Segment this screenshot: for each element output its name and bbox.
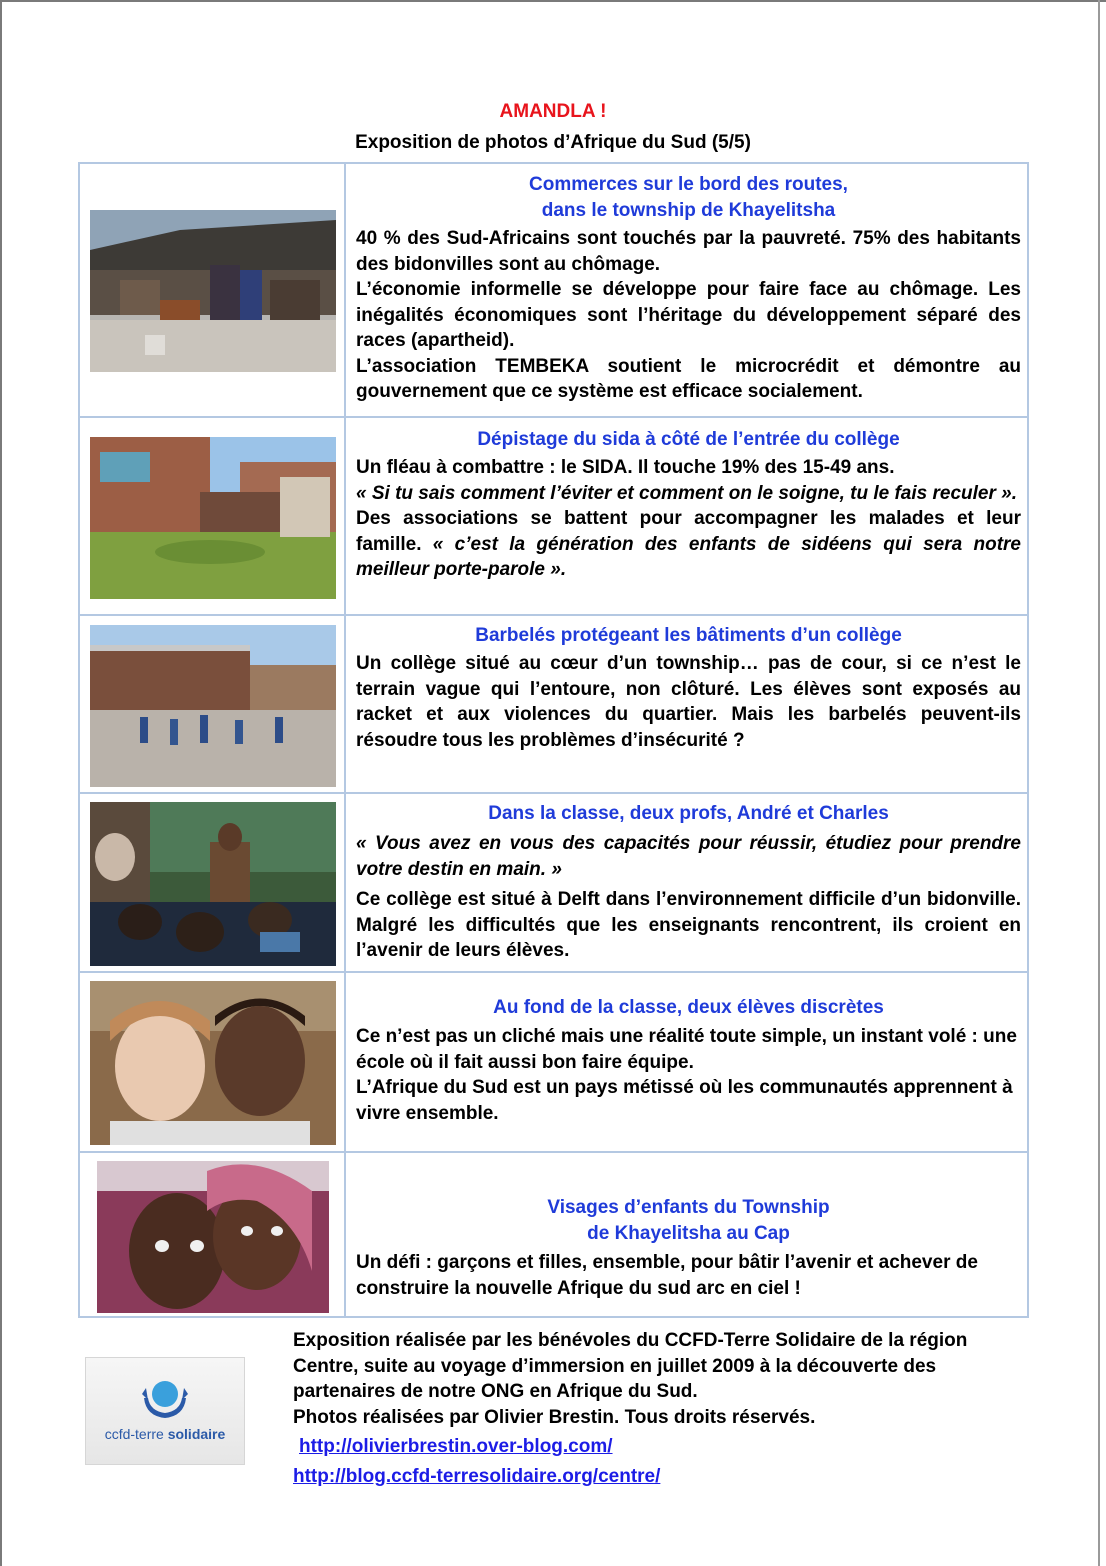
row-5-title: Au fond de la classe, deux élèves discrètes	[493, 997, 884, 1018]
row-3-title: Barbelés protégeant les bâtiments d’un collège	[475, 625, 902, 646]
row-2-quote: « Si tu sais comment l’éviter et comment on le soigne, tu le fais reculer ».	[356, 482, 1017, 504]
row-2-title: Dépistage du sida à côté de l’entrée du collège	[477, 429, 900, 450]
row-5-paragraph: L’Afrique du Sud est un pays métissé où les communautés apprennent à vivre ensemble.	[356, 1077, 1013, 1124]
page-edge-right	[1098, 0, 1100, 1566]
barbed-wire-college-photo	[90, 625, 336, 787]
row-3-content	[356, 623, 1021, 753]
row-2-quote: « c’est la génération des enfants de sidéens qui sera notre meilleur porte-parole ».	[356, 533, 1021, 580]
row-6-content	[356, 1195, 1021, 1301]
table-row	[80, 614, 1027, 792]
row-2-content	[356, 427, 1021, 583]
table-row	[80, 971, 1027, 1151]
logo-text: ccfd-terre	[104, 1426, 168, 1442]
row-1-paragraph: L’association TEMBEKA soutient le microcrédit et démontre au gouvernement que ce système est efficace socialement.	[356, 355, 1021, 402]
row-2-paragraph: Un fléau à combattre : le SIDA. Il touche 19% des 15-49 ans.	[356, 457, 895, 478]
row-4-title: Dans la classe, deux profs, André et Charles	[488, 803, 889, 824]
page-subtitle: Exposition de photos d’Afrique du Sud (5/5)	[355, 132, 751, 153]
roadside-market-photo	[90, 210, 336, 372]
footer-photo-credit: Photos réalisées par Olivier Brestin. Tous droits réservés.	[293, 1406, 816, 1428]
page-edge-top	[0, 0, 1106, 2]
row-6-paragraph: Un défi : garçons et filles, ensemble, pour bâtir l’avenir et achever de construire la nouvelle Afrique du sud arc en ciel !	[356, 1252, 978, 1299]
page-title: AMANDLA !	[499, 101, 607, 122]
hands-globe-icon	[86, 1358, 244, 1428]
row-1-paragraph: 40 % des Sud-Africains sont touchés par la pauvreté. 75% des habitants des bidonvilles sont au chômage.	[356, 228, 1021, 275]
table-row	[80, 792, 1027, 971]
two-students-photo	[90, 981, 336, 1145]
row-5-paragraph: Ce n’est pas un cliché mais une réalité toute simple, un instant volé : une école où il fait aussi bon faire équipe.	[356, 1026, 1017, 1073]
table-row	[80, 164, 1027, 416]
blog-link-ccfd-centre[interactable]: http://blog.ccfd-terresolidaire.org/centre/	[293, 1465, 661, 1487]
logo-text-bold: solidaire	[167, 1426, 226, 1442]
row-2-paragraph: Des associations se battent pour accompagner les malades et leur famille.	[356, 508, 1021, 555]
row-4-quote: « Vous avez en vous des capacités pour réussir, étudiez pour prendre votre destin en main. »	[356, 833, 1021, 880]
aids-screening-photo	[90, 437, 336, 599]
table-row	[80, 1151, 1027, 1316]
footer-credit-text: Exposition réalisée par les bénévoles du CCFD-Terre Solidaire de la région Centre, suite au voyage d’immersion en juillet 2009 à la découverte des partenaires de notre ONG en Afrique du Sud.	[293, 1330, 968, 1402]
page-edge-left	[0, 0, 2, 1566]
row-1-content	[356, 172, 1021, 405]
table-row	[80, 416, 1027, 614]
row-1-paragraph: L’économie informelle se développe pour faire face au chômage. Les inégalités économiques sont l’héritage du développement séparé des races (apartheid).	[356, 279, 1021, 351]
blog-link-olivierbrestin[interactable]: http://olivierbrestin.over-blog.com/	[299, 1436, 613, 1457]
row-4-paragraph: Ce collège est situé à Delft dans l’environnement difficile d’un bidonville. Malgré les difficultés que les enseignants rencontrent, ils croient en l’avenir de leurs élèves.	[356, 889, 1021, 961]
classroom-photo	[90, 802, 336, 966]
ccfd-logo	[85, 1357, 245, 1465]
row-6-title: Visages d’enfants du Township de Khayelitsha au Cap	[547, 1197, 830, 1244]
photo-table	[78, 162, 1029, 1318]
row-5-content	[356, 995, 1021, 1126]
row-3-paragraph: Un collège situé au cœur d’un township… pas de cour, si ce n’est le terrain vague qui l’entoure, non clôturé. Les élèves sont exposés au racket et aux violences du quartier. Mais les barbelés peuvent-ils résoudre tous les problèmes d’insécurité ?	[356, 653, 1021, 751]
children-faces-photo	[97, 1161, 329, 1313]
row-1-title: Commerces sur le bord des routes, dans le township de Khayelitsha	[529, 174, 848, 221]
footer-credits	[293, 1328, 1033, 1489]
row-4-content	[356, 801, 1021, 964]
